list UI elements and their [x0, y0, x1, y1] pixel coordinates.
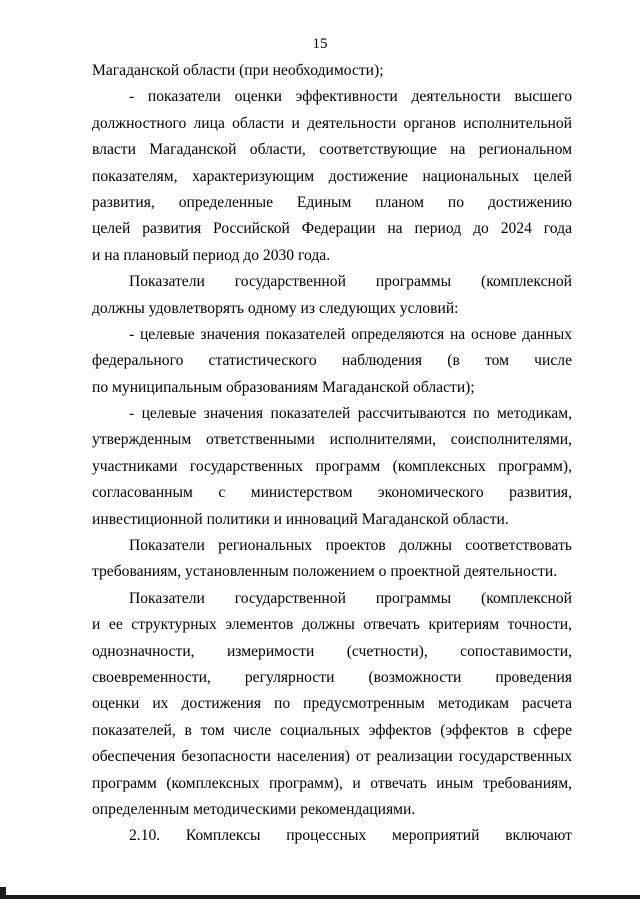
text-line: требованиям, установленным положением о проектной деятельности. — [92, 563, 558, 581]
text-line: федерального статистического наблюдения (в том числе — [92, 352, 572, 370]
text-line: по муниципальным образованиям Магаданской области); — [92, 378, 475, 396]
text-line: определенным методическими рекомендациями. — [92, 800, 416, 818]
text-line: Показатели региональных проектов должны соответствовать — [129, 537, 572, 555]
text-line: показателям, характеризующим достижение национальных целей — [92, 167, 572, 185]
text-line: согласованным с министерством экономического развития, — [92, 484, 572, 502]
text-line: должны удовлетворять одному из следующих условий: — [92, 299, 459, 317]
text-line: программ (комплексных программ), и отвечать иным требованиям, — [92, 774, 572, 792]
text-line: участниками государственных программ (комплексных программ), — [92, 457, 572, 475]
text-line: и на плановый период до 2030 года. — [92, 246, 331, 264]
text-line: показателей, в том числе социальных эффектов (эффектов в сфере — [92, 721, 572, 739]
text-line: и ее структурных элементов должны отвечать критериям точности, — [92, 616, 572, 634]
scan-bottom-edge — [0, 895, 640, 899]
body-text — [92, 58, 572, 850]
text-line: обеспечения безопасности населения) от реализации государственных — [92, 748, 572, 766]
text-line: должностного лица области и деятельности органов исполнительной — [92, 114, 572, 132]
text-line: - целевые значения показателей определяются на основе данных — [129, 325, 572, 343]
text-line: власти Магаданской области, соответствующие на региональном — [92, 141, 572, 159]
text-line: Показатели государственной программы (комплексной — [129, 273, 572, 291]
page-number: 15 — [312, 36, 328, 52]
text-line: оценки их достижения по предусмотренным методикам расчета — [92, 695, 572, 713]
text-line: - показатели оценки эффективности деятельности высшего — [129, 88, 572, 106]
text-line: инвестиционной политики и инноваций Магаданской области. — [92, 510, 509, 528]
text-line: развития, определенные Единым планом по достижению — [92, 193, 572, 211]
text-line: Показатели государственной программы (комплексной — [129, 589, 572, 607]
text-line: целей развития Российской Федерации на период до 2024 года — [92, 220, 572, 238]
text-line: утвержденным ответственными исполнителями, соисполнителями, — [92, 431, 572, 449]
text-line: - целевые значения показателей рассчитываются по методикам, — [129, 405, 572, 423]
text-line: однозначности, измеримости (счетности), сопоставимости, — [92, 642, 572, 660]
text-line: 2.10. Комплексы процессных мероприятий включают — [129, 827, 572, 845]
text-line: Магаданской области (при необходимости); — [92, 62, 384, 79]
text-line: своевременности, регулярности (возможности проведения — [92, 668, 572, 686]
